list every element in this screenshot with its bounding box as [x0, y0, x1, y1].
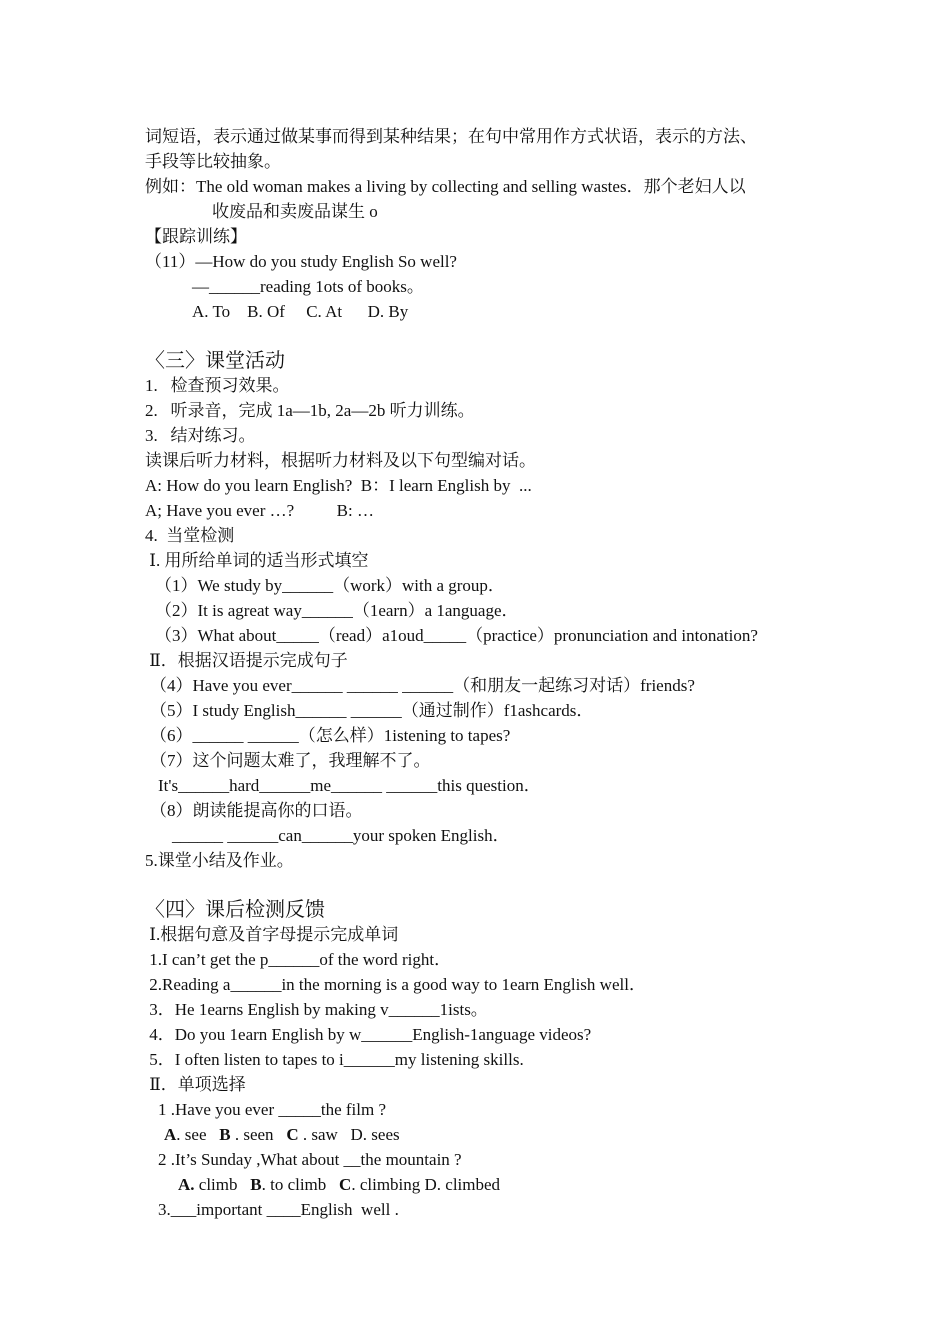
training-answer-line: —______reading 1ots of books。 [192, 277, 424, 296]
section-3-part-1-item-3: （3）What about_____（read）a1oud_____（practice）pronunciation and intonation? [155, 626, 758, 645]
training-heading: 【跟踪训练】 [145, 227, 247, 246]
grammar-note-line-1: 词短语，表示通过做某事而得到某种结果；在句中常用作方式状语，表示的方法、 [145, 127, 757, 146]
section-4-part-1-item-1: 1.I can’t get the p______of the word right． [145, 950, 452, 969]
section-3-part-2-item-7-blank: It's______hard______me______ ______this question． [158, 776, 541, 795]
section-3-part-2-item-5: （5）I study English______ ______（通过制作）f1ashcards． [150, 701, 594, 720]
option-a-text: climb [194, 1175, 251, 1194]
section-3-part-2-item-6: （6）______ ______（怎么样）1istening to tapes? [150, 726, 511, 745]
grammar-note-line-2: 手段等比较抽象。 [145, 152, 281, 171]
option-b-text: . to climb [261, 1175, 340, 1194]
section-3-item-1: 1. 检查预习效果。 [145, 376, 290, 395]
option-c-text: . saw D. sees [298, 1125, 400, 1144]
section-4-part-1-item-5: 5．I often listen to tapes to i______my listening skills. [145, 1050, 524, 1069]
section-3-part-2-item-8-prompt: （8）朗读能提高你的口语。 [150, 801, 363, 820]
section-3-heading: 〈三〉课堂活动 [145, 348, 285, 372]
section-3-item-2: 2. 听录音，完成 1a—1b, 2a—2b 听力训练。 [145, 401, 475, 420]
option-b-letter: B [250, 1175, 262, 1194]
section-4-part-1-item-2: 2.Reading a______in the morning is a good way to 1earn English well． [145, 975, 646, 994]
example-line-2: 收废品和卖废品谋生 o [212, 202, 378, 221]
option-b-text: . seen [230, 1125, 287, 1144]
section-3-item-7: 4. 当堂检测 [145, 526, 235, 545]
section-4-part-1-title: Ⅰ.根据句意及首字母提示完成单词 [145, 925, 399, 944]
section-3-part-1-title: Ⅰ. 用所给单词的适当形式填空 [145, 551, 369, 570]
option-a-letter: A. [178, 1175, 195, 1194]
choice-question-1-options [164, 1122, 400, 1147]
option-c-letter: C [286, 1125, 299, 1144]
option-b-letter: B [219, 1125, 231, 1144]
section-3-part-2-title: Ⅱ．根据汉语提示完成句子 [145, 651, 348, 670]
choice-question-1: 1 .Have you ever _____the film ? [158, 1100, 387, 1119]
section-3-summary: 5.课堂小结及作业。 [145, 851, 294, 870]
section-4-part-1-item-3: 3．He 1earns English by making v______1ists。 [145, 1000, 488, 1019]
section-3-part-1-item-1: （1）We study by______（work）with a group． [155, 576, 505, 595]
section-3-item-6: A; Have you ever …? B: … [145, 501, 374, 520]
choice-question-3: 3.___important ____English well . [158, 1200, 399, 1219]
option-a-text: . see [176, 1125, 220, 1144]
training-question-11: （11）—How do you study English So well? [145, 252, 457, 271]
training-options: A. To B. Of C. At D. By [192, 302, 409, 321]
section-4-heading: 〈四〉课后检测反馈 [145, 897, 325, 921]
option-c-text: . climbing D. climbed [351, 1175, 501, 1194]
section-3-part-1-item-2: （2）It is agreat way______（1earn）a 1anguage． [155, 601, 519, 620]
section-3-part-2-item-4: （4）Have you ever______ ______ ______（和朋友一起练习对话）friends? [150, 676, 695, 695]
choice-question-2-options [178, 1172, 500, 1197]
section-3-item-4: 读课后听力材料，根据听力材料及以下句型编对话。 [145, 451, 536, 470]
section-3-item-3: 3. 结对练习。 [145, 426, 256, 445]
section-3-part-2-item-8-blank: ______ ______can______your spoken English． [172, 826, 510, 845]
example-line-1: 例如：The old woman makes a living by collecting and selling wastes．那个老妇人以 [145, 177, 746, 196]
section-4-part-2-title: Ⅱ．单项选择 [145, 1075, 246, 1094]
choice-question-2: 2 .It’s Sunday ,What about __the mountain ? [158, 1150, 462, 1169]
section-3-part-2-item-7-prompt: （7）这个问题太难了，我理解不了。 [150, 751, 431, 770]
option-c-letter: C [339, 1175, 352, 1194]
option-a-letter: A [164, 1125, 177, 1144]
section-3-item-5: A: How do you learn English? B：I learn English by ... [145, 476, 532, 495]
section-4-part-1-item-4: 4．Do you 1earn English by w______English-1anguage videos? [145, 1025, 592, 1044]
